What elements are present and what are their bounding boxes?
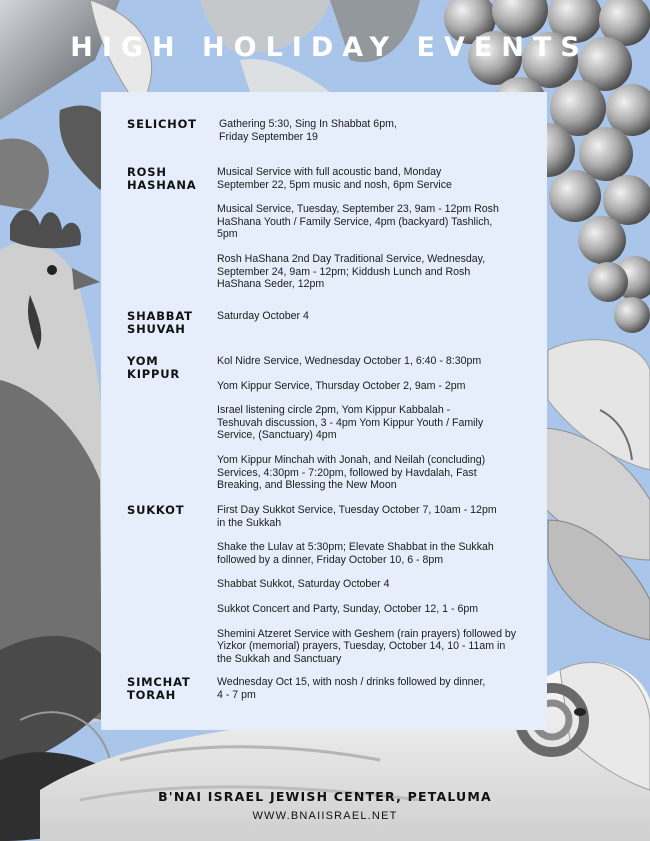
event-entry: Israel listening circle 2pm, Yom Kippur Kabbalah - Teshuvah discussion, 3 - 4pm Yom Kippur Youth / Family Service, (Sanctuary) 4pm	[217, 404, 484, 442]
section-entries	[217, 676, 517, 713]
event-entry: Yom Kippur Minchah with Jonah, and Neilah (concluding) Services, 4:30pm - 7:20pm, followed by Havdalah, Fast Breaking, and Blessing the New Moon	[217, 453, 486, 492]
event-entry: First Day Sukkot Service, Tuesday October 7, 10am - 12pm in the Sukkah	[217, 504, 497, 529]
event-entry: Saturday October 4	[217, 310, 309, 322]
event-entry: Musical Service with full acoustic band, Monday September 22, 5pm music and nosh, 6pm Service	[217, 166, 452, 191]
section-label	[127, 118, 212, 131]
event-entry: Shemini Atzeret Service with Geshem (rain prayers) followed by Yizkor (memorial) prayers, Tuesday, October 14, 10 - 11am in the Sukkah and Sanctuary	[217, 627, 517, 665]
section-label-line: SIMCHAT	[127, 675, 191, 689]
section-label	[127, 676, 212, 702]
organization-name: B'NAI ISRAEL JEWISH CENTER, PETALUMA	[158, 789, 492, 804]
section-label-line: SHUVAH	[127, 322, 186, 336]
event-entry: Yom Kippur Service, Thursday October 2, 9am - 2pm	[217, 379, 466, 392]
event-entry: Wednesday Oct 15, with nosh / drinks followed by dinner, 4 - 7 pm	[217, 676, 486, 701]
section-label-line: SHABBAT	[127, 309, 193, 323]
section-label-line: ROSH	[127, 165, 167, 179]
section-entries	[219, 118, 519, 155]
section-entries	[217, 166, 517, 303]
section-label-line: SUKKOT	[127, 503, 185, 517]
event-entry: Shake the Lulav at 5:30pm; Elevate Shabbat in the Sukkah followed by a dinner, Friday October 10, 6 - 8pm	[217, 541, 494, 566]
section-entries	[217, 310, 517, 335]
event-entry: Rosh HaShana 2nd Day Traditional Service, Wednesday, September 24, 9am - 12pm; Kiddush Lunch and Rosh HaShana Seder, 12pm	[217, 252, 486, 291]
section-label-line: SELICHOT	[127, 117, 197, 131]
event-entry: Shabbat Sukkot, Saturday October 4	[217, 578, 390, 591]
section-entries	[217, 355, 517, 504]
section-label	[127, 504, 212, 517]
page-title: HIGH HOLIDAY EVENTS	[70, 32, 589, 63]
section-label	[127, 355, 212, 381]
section-label-line: KIPPUR	[127, 367, 181, 381]
section-label-line: HASHANA	[127, 178, 197, 192]
section-label	[127, 166, 212, 192]
section-label	[127, 310, 212, 336]
event-entry: Sukkot Concert and Party, Sunday, October 12, 1 - 6pm	[217, 602, 479, 615]
section-label-line: TORAH	[127, 688, 177, 702]
website-link[interactable]: WWW.BNAIISRAEL.NET	[252, 810, 398, 822]
event-entry: Gathering 5:30, Sing In Shabbat 6pm, Friday September 19	[219, 118, 397, 143]
section-entries	[217, 504, 517, 677]
event-entry: Kol Nidre Service, Wednesday October 1, 6:40 - 8:30pm	[217, 355, 482, 367]
event-entry: Musical Service, Tuesday, September 23, 9am - 12pm Rosh HaShana Youth / Family Service, 4pm (backyard) Tashlich, 5pm	[217, 203, 499, 241]
section-label-line: YOM	[127, 354, 159, 368]
